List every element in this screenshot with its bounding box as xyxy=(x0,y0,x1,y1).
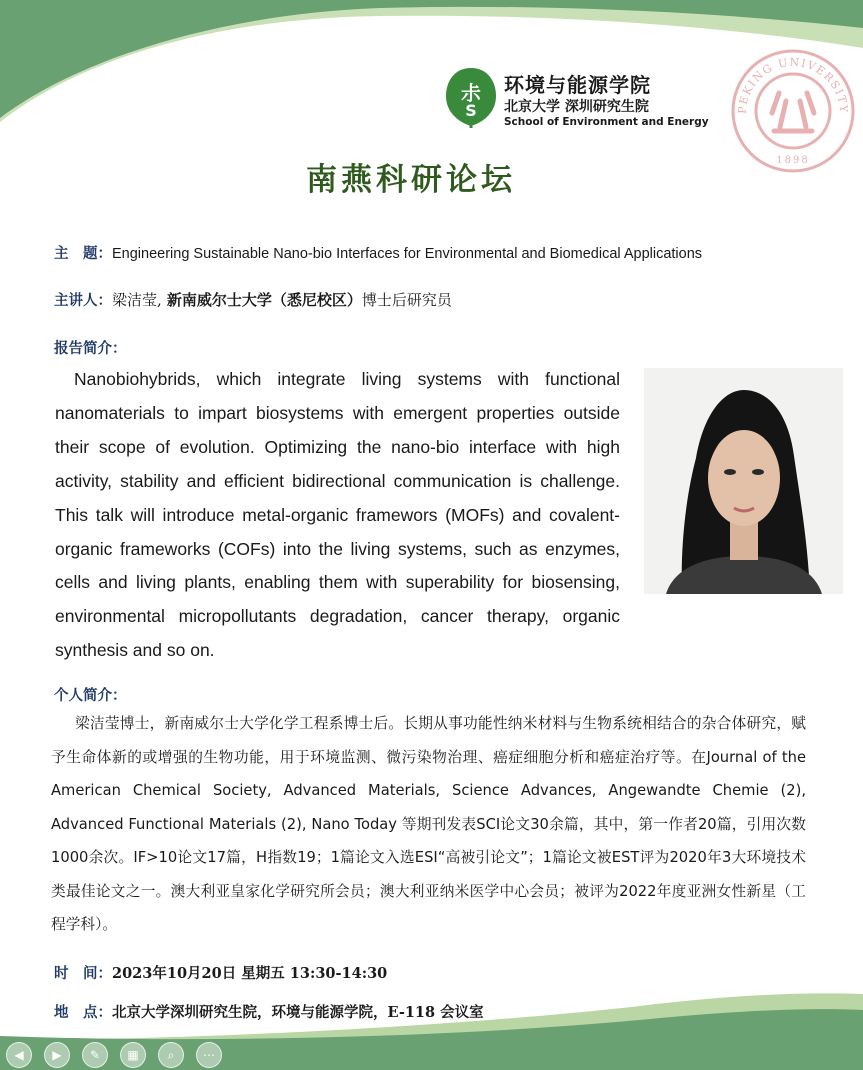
topic-row xyxy=(54,242,702,263)
seal-year: 1898 xyxy=(776,155,810,166)
slides-icon[interactable]: ▦ xyxy=(120,1042,146,1068)
topic-label: 主 题： xyxy=(54,245,112,262)
bio-label: 个人简介： xyxy=(54,687,127,704)
location-label: 地 点： xyxy=(54,1004,112,1021)
leaf-logo-icon xyxy=(444,66,498,128)
location-value: 北京大学深圳研究生院，环境与能源学院，E-118 会议室 xyxy=(112,1004,484,1021)
prev-icon[interactable]: ◀ xyxy=(6,1042,32,1068)
abstract-text: Nanobiohybrids, which integrate living systems with functional nanomaterials to impart biosystems with emergent properties outside their scope of evolution. Optimizing the nano-bio interface with high activity, stability and efficient bidirectional communication is challenge. This talk will introduce metal-organic framewors (MOFs) and covalent-organic frameworks (COFs) into the living systems, such as enzymes, cells and living plants, enabling them with superability for biosensing, environmental micropollutants degradation, cancer therapy, organic synthesis and so on. xyxy=(55,369,620,661)
seal-text: PEKING UNIVERSITY xyxy=(735,55,851,115)
next-icon[interactable]: ▶ xyxy=(44,1042,70,1068)
bio-text: 梁洁莹博士，新南威尔士大学化学工程系博士后。长期从事功能性纳米材料与生物系统相结合的杂合体研究，赋予生命体新的或增强的生物功能，用于环境监测、微污染物治理、癌症细胞分析和癌症治疗等。在Journal of the American Chemical Society, Advanced Materials, Science Advances, Angewandte Chemie (2), Advanced Functional Materials (2), Nano Today 等期刊发表SCI论文30余篇，其中，第一作者20篇，引用次数1000余次。IF>10论文17篇，H指数19；1篇论文入选ESI“高被引论文”；1篇论文被EST评为2020年3大环境技术类最佳论文之一。澳大利亚皇家化学研究所会员；澳大利亚纳米医学中心会员；被评为2022年度亚洲女性新星（工程学科）。 xyxy=(51,715,806,933)
time-value: 2023年10月20日 星期五 13:30-14:30 xyxy=(112,965,388,982)
bio-heading xyxy=(54,684,127,705)
svg-text:S: S xyxy=(465,101,477,120)
speaker-row xyxy=(54,289,452,310)
search-icon[interactable]: ⌕ xyxy=(158,1042,184,1068)
seal-emblem-icon xyxy=(772,93,814,131)
pen-icon[interactable]: ✎ xyxy=(82,1042,108,1068)
time-row xyxy=(54,962,387,983)
location-row xyxy=(54,1001,484,1022)
presentation-toolbar xyxy=(6,1040,236,1068)
logo-chinese-name: 环境与能源学院 xyxy=(504,73,651,97)
abstract-label: 报告简介： xyxy=(54,340,127,357)
forum-title: 南燕科研论坛 xyxy=(306,162,516,198)
school-logo xyxy=(444,66,709,130)
speaker-position: 博士后研究员 xyxy=(361,291,452,309)
logo-english-name: School of Environment and Energy xyxy=(504,116,709,128)
abstract-heading xyxy=(54,337,127,358)
logo-subtitle: 北京大学 深圳研究生院 xyxy=(504,99,649,115)
more-icon[interactable]: ⋯ xyxy=(196,1042,222,1068)
svg-text:尗: 尗 xyxy=(461,81,481,105)
speaker-organization: 新南威尔士大学（悉尼校区） xyxy=(166,291,362,309)
topic-text: Engineering Sustainable Nano-bio Interfaces for Environmental and Biomedical Applications xyxy=(112,246,703,262)
time-label: 时 间： xyxy=(54,965,112,982)
peking-university-seal xyxy=(724,43,862,173)
speaker-label: 主讲人： xyxy=(54,292,112,309)
speaker-photo xyxy=(644,368,843,594)
speaker-name: 梁洁莹, xyxy=(112,291,162,309)
